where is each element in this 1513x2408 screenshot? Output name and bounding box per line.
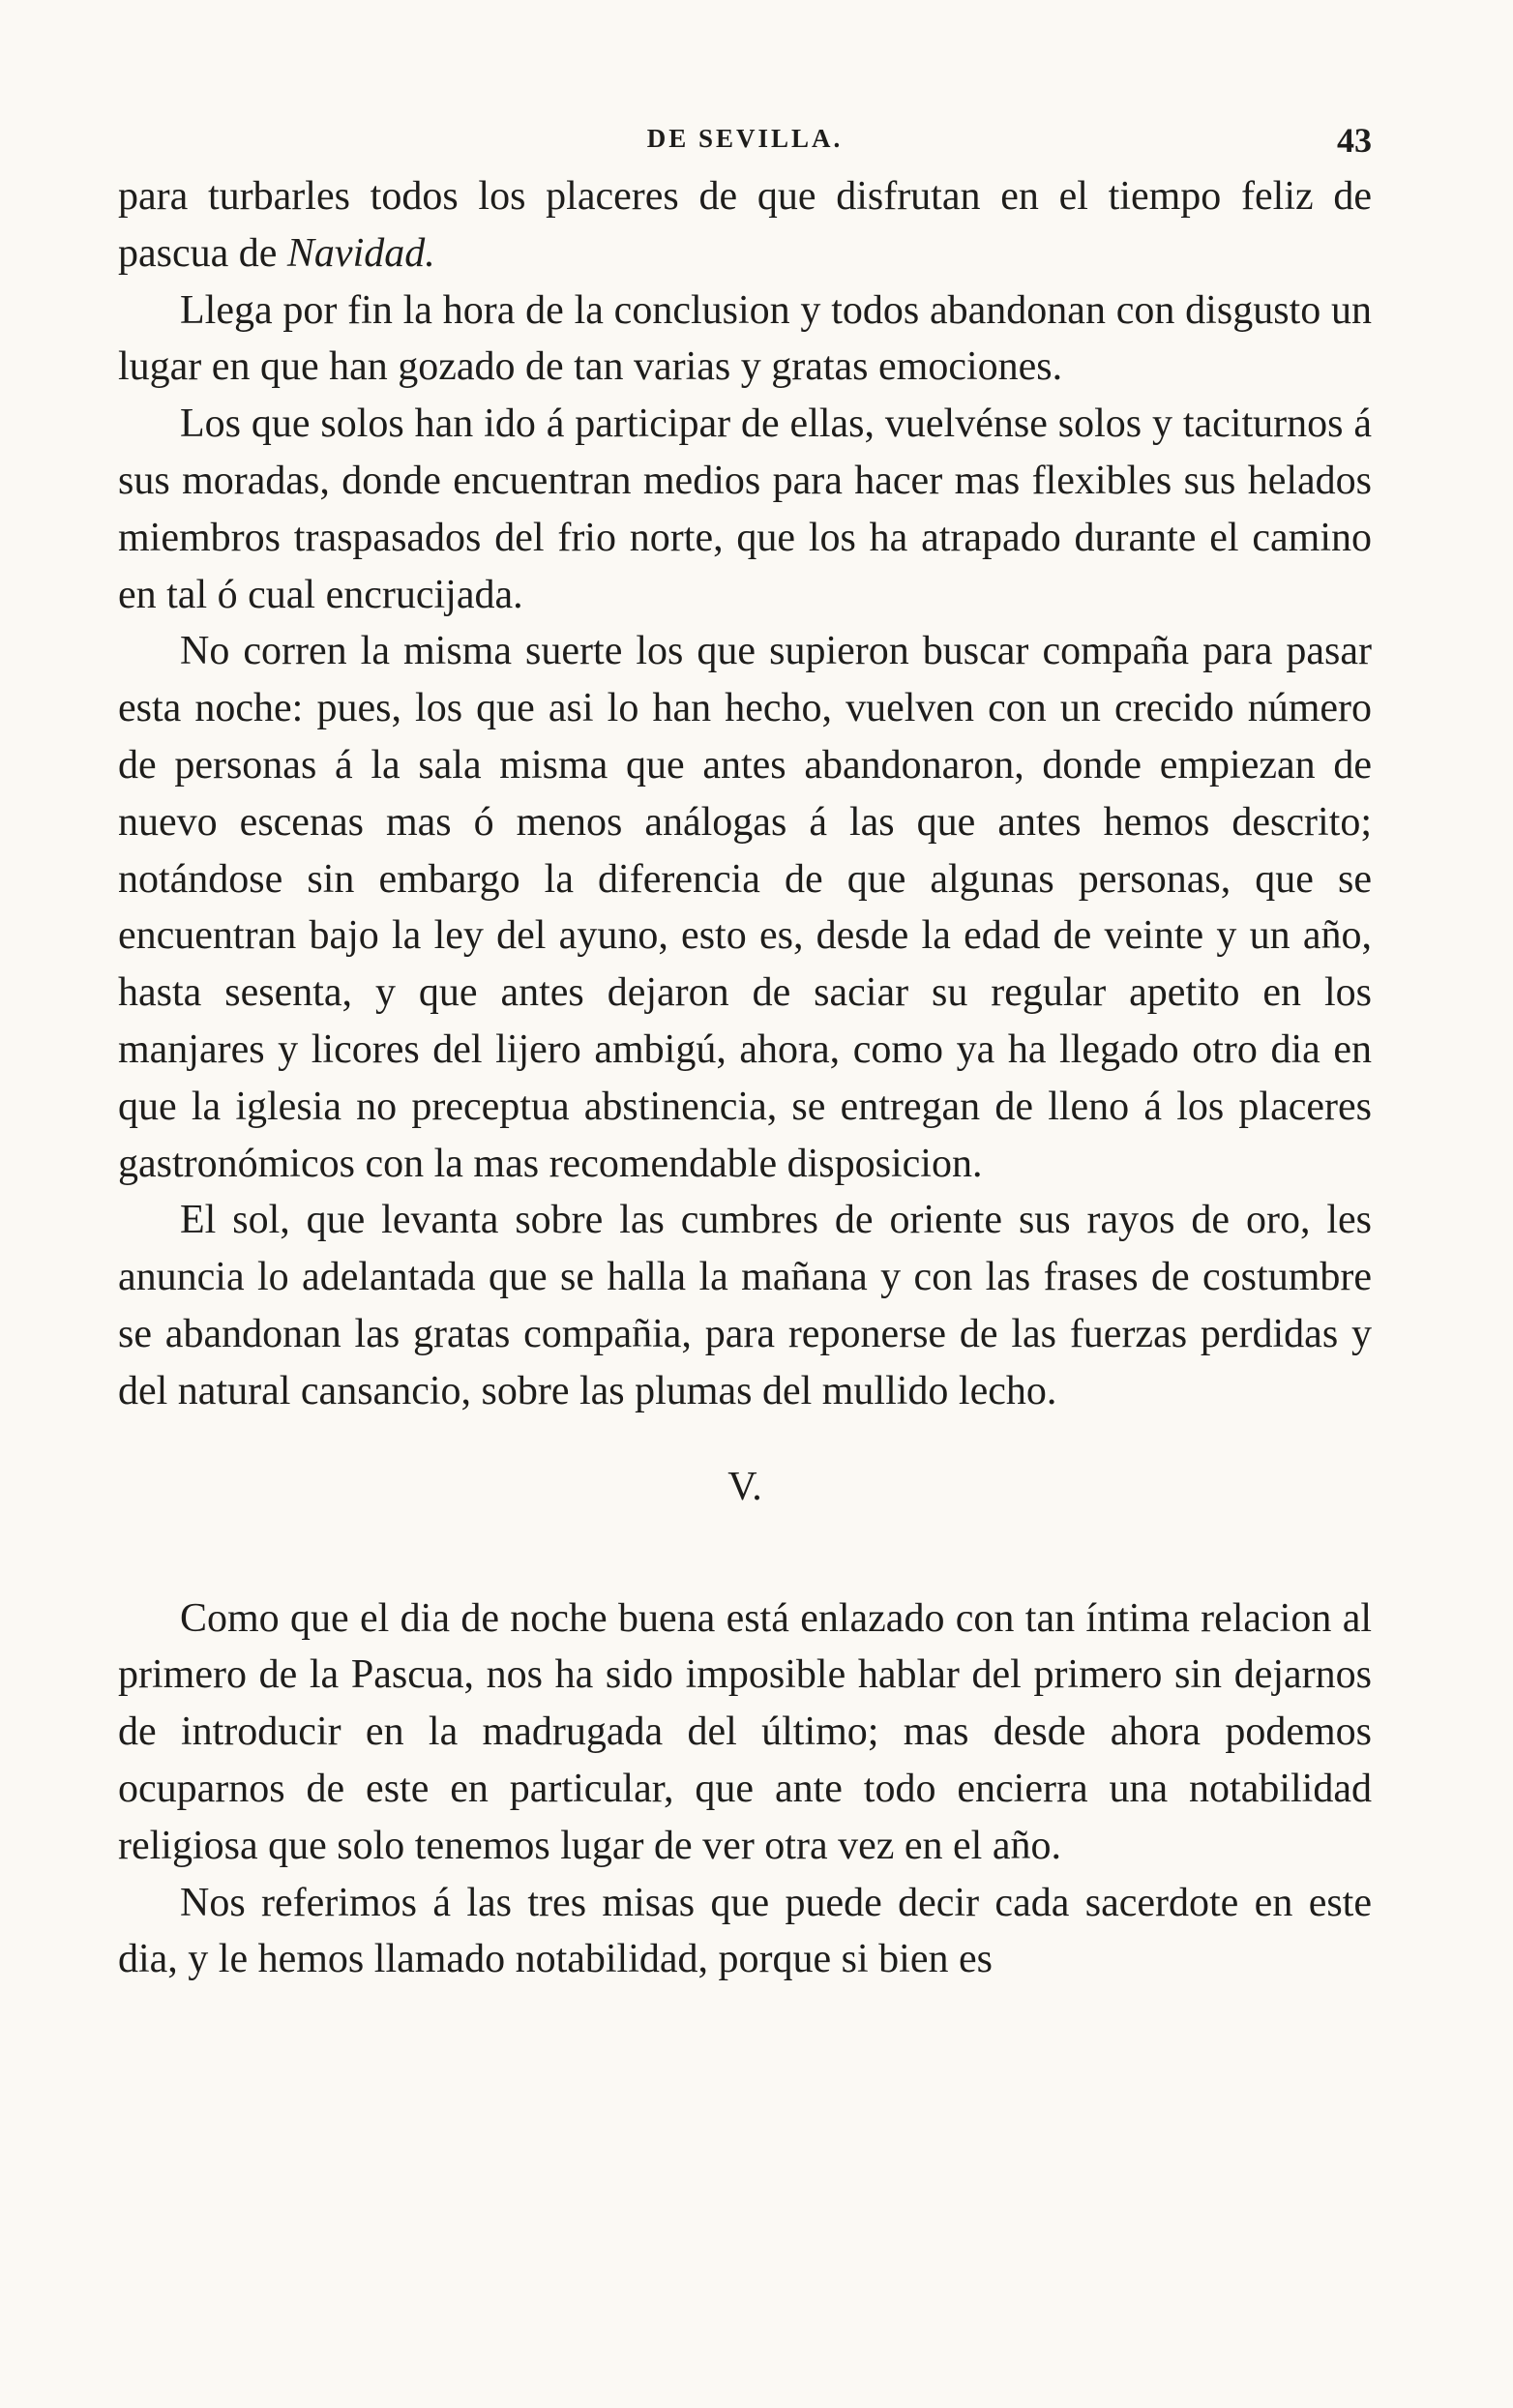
paragraph-7: Nos referimos á las tres misas que puede decir cada sacerdote en este dia, y le hemos llamado notabilidad, porque si bien es (118, 1880, 1372, 1982)
paragraph-1-text: para turbarles todos los placeres de que disfrutan en el tiempo feliz de pascua de (118, 174, 1372, 276)
section-number: V. (727, 1464, 762, 1509)
paragraph-3: Los que solos han ido á participar de ellas, vuelvénse solos y taciturnos á sus moradas, donde encuentran medios para hacer mas flexibles sus helados miembros traspasados del frio norte, que los ha atrapado durante el camino en tal ó cual encrucijada. (118, 401, 1372, 617)
paragraph-1-italic: Navidad. (286, 230, 435, 276)
paragraph-1 (118, 168, 1372, 282)
running-title: DE SEVILLA. (646, 124, 844, 153)
paragraph-4: No corren la misma suerte los que supieron buscar compaña para pasar esta noche: pues, los que asi lo han hecho, vuelven con un crecido número de personas á la sala misma que antes abandonaron, donde empiezan de nuevo escenas mas ó menos análogas á las que antes hemos descrito; notándose sin embargo la diferencia de que algunas personas, que se encuentran bajo la ley del ayuno, esto es, desde la edad de veinte y un año, hasta sesenta, y que antes dejaron de saciar su regular apetito en los manjares y licores del lijero ambigú, ahora, como ya ha llegado otro dia en que la iglesia no preceptua abstinencia, se entregan de lleno á los placeres gastronómicos con la mas recomendable disposicion. (118, 629, 1372, 1186)
text-block (118, 168, 1372, 1988)
page-number: 43 (1337, 121, 1372, 160)
paragraph-2: Llega por fin la hora de la conclusion y todos abandonan con disgusto un lugar en que han gozado de tan varias y gratas emociones. (118, 287, 1372, 390)
running-head (118, 121, 1372, 163)
paragraph-5: El sol, que levanta sobre las cumbres de oriente sus rayos de oro, les anuncia lo adelantada que se halla la mañana y con las frases de costumbre se abandonan las gratas compañia, para reponerse de las fuerzas perdidas y del natural cansancio, sobre las plumas del mullido lecho. (118, 1198, 1372, 1413)
paragraph-6: Como que el dia de noche buena está enlazado con tan íntima relacion al primero de la Pascua, nos ha sido imposible hablar del primero sin dejarnos de introducir en la madrugada del último; mas desde ahora podemos ocuparnos de este en particular, que ante todo encierra una notabilidad religiosa que solo tenemos lugar de ver otra vez en el año. (118, 1595, 1372, 1868)
